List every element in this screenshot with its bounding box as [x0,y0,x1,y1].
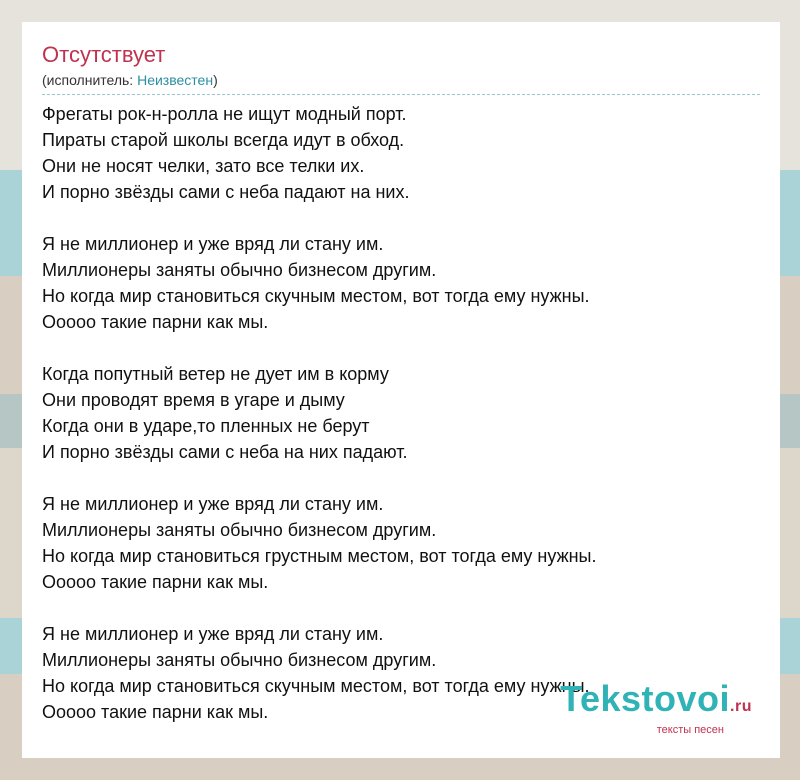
lyrics-line: И порно звёзды сами с неба падают на них. [42,182,410,202]
lyrics-line: Миллионеры заняты обычно бизнесом другим. [42,650,437,670]
lyrics-line: Но когда мир становиться скучным местом, вот тогда ему нужны. [42,676,590,696]
lyrics-line: Ооооо такие парни как мы. [42,702,269,722]
logo-tld: .ru [730,698,752,715]
logo-tagline: тексты песен [656,724,724,736]
artist-prefix: (исполнитель: [42,72,138,88]
lyrics-line: Я не миллионер и уже вряд ли стану им. [42,494,384,514]
site-logo[interactable] [560,680,752,736]
lyrics-body [42,101,760,725]
logo-name: Tekstovoi [560,678,731,719]
lyrics-line: Но когда мир становиться грустным местом, вот тогда ему нужны. [42,546,597,566]
lyrics-line: Миллионеры заняты обычно бизнесом другим. [42,520,437,540]
lyrics-card [22,22,780,758]
lyrics-stanza [42,101,760,205]
lyrics-line: Я не миллионер и уже вряд ли стану им. [42,624,384,644]
lyrics-line: Я не миллионер и уже вряд ли стану им. [42,234,384,254]
lyrics-line: Ооооо такие парни как мы. [42,312,269,332]
lyrics-line: Ооооо такие парни как мы. [42,572,269,592]
artist-link[interactable]: Неизвестен [137,72,214,88]
artist-line [42,70,760,90]
lyrics-stanza [42,491,760,595]
lyrics-line: Миллионеры заняты обычно бизнесом другим. [42,260,437,280]
lyrics-line: Когда они в ударе,то пленных не берут [42,416,370,436]
lyrics-line: Они не носят челки, зато все телки их. [42,156,365,176]
artist-suffix: ) [213,72,218,88]
lyrics-line: Фрегаты рок-н-ролла не ищут модный порт. [42,104,407,124]
lyrics-line: И порно звёзды сами с неба на них падают. [42,442,408,462]
title-divider [42,94,760,95]
song-title: Отсутствует [42,42,166,67]
lyrics-line: Когда попутный ветер не дует им в корму [42,364,389,384]
lyrics-stanza [42,231,760,335]
lyrics-stanza [42,361,760,465]
lyrics-line: Пираты старой школы всегда идут в обход. [42,130,405,150]
lyrics-line: Но когда мир становиться скучным местом, вот тогда ему нужны. [42,286,590,306]
lyrics-line: Они проводят время в угаре и дыму [42,390,345,410]
